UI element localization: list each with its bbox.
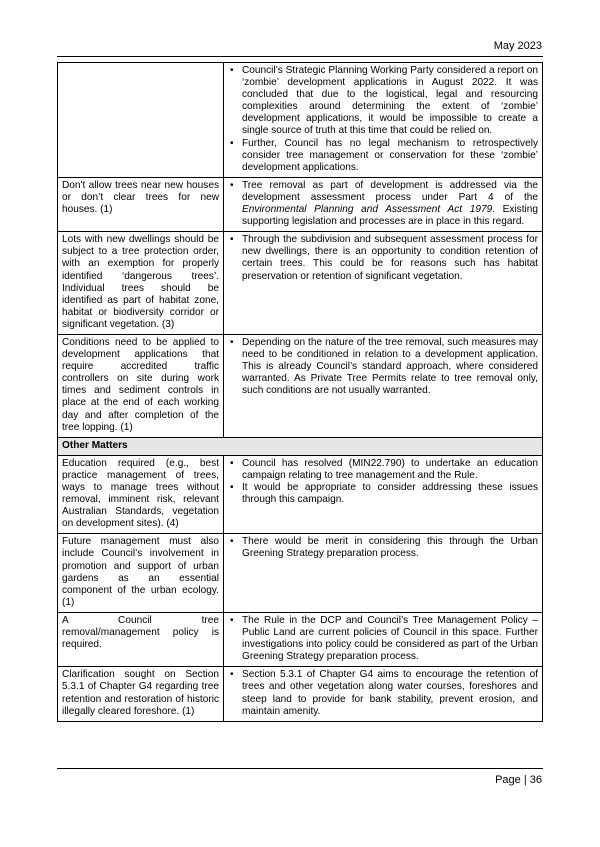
list-item: • Through the subdivision and subsequent assessment process for new dwellings, there is an opportunity to condition retention of certain trees. This could be for reasons such has habitat preservation or retention of significant vegetation.	[242, 234, 538, 282]
issue-cell: Don't allow trees near new houses or don’t clear trees for new houses. (1)	[58, 177, 224, 231]
list-item: • Section 5.3.1 of Chapter G4 aims to encourage the retention of trees and other vegetation along water courses, foreshores and steep land to provide for bank stability, prevent erosion, and maintain amenity.	[242, 669, 538, 717]
table-row	[58, 177, 543, 231]
list-item: • Further, Council has no legal mechanism to retrospectively consider tree management or conservation for these ‘zombie’ development applications.	[242, 138, 538, 174]
response-text: Tree removal as part of development is addressed via the development assessment process under Part 4 of the	[242, 179, 538, 203]
list-item: • The Rule in the DCP and Council’s Tree Management Policy – Public Land are current policies of Council in this space. Further investigations into policy could be considered as part of the Urban Greening Strategy preparation process.	[242, 615, 538, 663]
list-item: • Council has resolved (MIN22.790) to undertake an education campaign relating to tree management and the Rule.	[242, 458, 538, 482]
response-cell	[224, 177, 543, 231]
response-cell	[224, 455, 543, 534]
footer-rule	[57, 768, 543, 769]
response-list	[228, 615, 538, 663]
response-cell	[224, 667, 543, 721]
issue-cell	[58, 63, 224, 178]
list-item: • Depending on the nature of the tree removal, such measures may need to be conditioned in relation to a development application. This is already Council’s standard approach, where considered warranted. As Private Tree Permits relate to tree removal only, such conditions are not usually warranted.	[242, 337, 538, 397]
issue-cell: Conditions need to be applied to development applications that require accredited traffic controllers on site during work times and sediment controls in place at the end of each working day and after completion of the tree lopping. (1)	[58, 334, 224, 437]
issue-cell: A Council tree removal/management policy is required.	[58, 612, 224, 666]
response-list	[228, 234, 538, 282]
response-cell	[224, 232, 543, 335]
list-item: • Council’s Strategic Planning Working Party considered a report on ‘zombie’ development applications in August 2022. It was concluded that due to the logistical, legal and resourcing complexities around determining the extent of ‘zombie’ development applications, it would be impossible to create a single source of truth at this time that could be relied on.	[242, 65, 538, 138]
header-rule	[57, 56, 543, 57]
response-cell	[224, 334, 543, 437]
response-text: . Existing supporting legislation and processes are in place in this regard.	[242, 204, 539, 228]
section-heading: Other Matters	[58, 437, 543, 455]
list-item	[242, 180, 538, 228]
response-list	[228, 669, 538, 717]
issue-cell: Clarification sought on Section 5.3.1 of Chapter G4 regarding tree retention and restoration of historic illegally cleared foreshore. (1)	[58, 667, 224, 721]
table-row	[58, 455, 543, 534]
list-item: • It would be appropriate to consider addressing these issues through this campaign.	[242, 482, 538, 506]
response-cell	[224, 63, 543, 178]
header-date: May 2023	[493, 40, 542, 52]
response-list	[228, 180, 538, 228]
response-list	[228, 458, 538, 506]
table-row	[58, 534, 543, 613]
response-list	[228, 536, 538, 560]
table-row	[58, 667, 543, 721]
issue-cell: Lots with new dwellings should be subject to a tree protection order, with an exemption for properly identified ‘dangerous trees’. Individual trees should be identified as part of habitat zone, habitat or biodiversity corridor or significant vegetation. (3)	[58, 232, 224, 335]
response-list	[228, 337, 538, 397]
issue-cell: Education required (e.g., best practice management of trees, ways to manage trees without removal, imminent risk, relevant Australian Standards, vegetation on development sites). (4)	[58, 455, 224, 534]
table-row	[58, 612, 543, 666]
response-list	[228, 65, 538, 174]
section-row	[58, 437, 543, 455]
response-cell	[224, 612, 543, 666]
table-row	[58, 334, 543, 437]
act-title: Environmental Planning and Assessment Act 1979	[242, 204, 493, 216]
table-row	[58, 63, 543, 178]
issue-cell: Future management must also include Council’s involvement in promotion and support of urban gardens as an essential component of the urban ecology. (1)	[58, 534, 224, 613]
table-row	[58, 232, 543, 335]
list-item: • There would be merit in considering this through the Urban Greening Strategy preparation process.	[242, 536, 538, 560]
page-number: Page | 36	[495, 774, 542, 786]
submissions-table	[57, 62, 543, 722]
response-cell	[224, 534, 543, 613]
